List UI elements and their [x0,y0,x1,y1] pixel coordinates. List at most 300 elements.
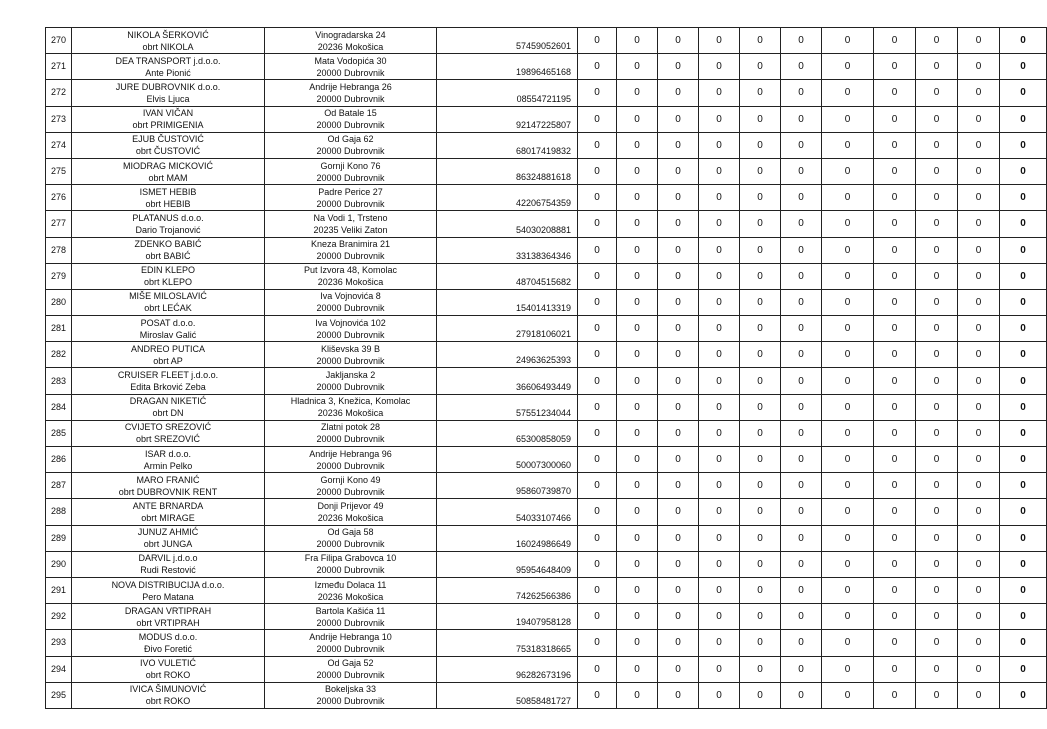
row-number-cell: 286 [46,447,72,473]
postal-city: 20000 Dubrovnik [316,172,385,183]
total-cell: 0 [1000,682,1047,708]
value-cell: 0 [658,420,699,446]
address-cell [265,682,437,708]
value-cell: 0 [781,263,822,289]
value-cell: 0 [781,54,822,80]
value-cell: 0 [781,28,822,54]
value-cell: 0 [740,551,781,577]
value-cell: 0 [658,185,699,211]
row-number-cell: 289 [46,525,72,551]
oib-cell: 54033107466 [437,499,578,525]
row-number-cell: 295 [46,682,72,708]
entity-name-cell [72,499,265,525]
value-cell: 0 [578,420,617,446]
entity-subname: obrt HEBIB [145,198,191,209]
value-cell: 0 [958,394,1000,420]
oib-cell: 75318318665 [437,630,578,656]
row-number-cell: 271 [46,54,72,80]
value-cell: 0 [699,132,740,158]
street-address: Andrije Hebranga 96 [309,448,392,459]
entity-name-cell [72,604,265,630]
value-cell: 0 [916,499,958,525]
value-cell: 0 [617,106,658,132]
value-cell: 0 [617,316,658,342]
total-cell: 0 [1000,28,1047,54]
table-row [46,80,1047,106]
row-number-cell: 280 [46,289,72,315]
value-cell: 0 [822,499,874,525]
total-cell: 0 [1000,106,1047,132]
value-cell: 0 [781,342,822,368]
street-address: Iva Vojnovića 8 [320,291,381,302]
value-cell: 0 [916,80,958,106]
value-cell: 0 [740,263,781,289]
entity-subname: obrt LEĆAK [144,303,192,314]
entity-name-cell [72,577,265,603]
table-row [46,420,1047,446]
oib-cell: 74262566386 [437,577,578,603]
address-cell [265,604,437,630]
value-cell: 0 [874,316,916,342]
value-cell: 0 [822,342,874,368]
table-row [46,604,1047,630]
value-cell: 0 [578,551,617,577]
value-cell: 0 [699,106,740,132]
postal-city: 20000 Dubrovnik [316,198,385,209]
value-cell: 0 [958,316,1000,342]
entity-name: ANDREO PUTICA [130,343,205,354]
value-cell: 0 [617,525,658,551]
value-cell: 0 [822,54,874,80]
postal-city: 20000 Dubrovnik [316,120,385,131]
entity-name: NOVA DISTRIBUCIJA d.o.o. [111,579,225,590]
table-row [46,499,1047,525]
value-cell: 0 [781,316,822,342]
value-cell: 0 [874,289,916,315]
value-cell: 0 [781,289,822,315]
entity-name: EJUB ČUSTOVIĆ [132,134,204,145]
table-row [46,158,1047,184]
row-number-cell: 287 [46,473,72,499]
oib-cell: 24963625393 [437,342,578,368]
row-number-cell: 293 [46,630,72,656]
oib-cell: 42206754359 [437,185,578,211]
value-cell: 0 [740,185,781,211]
table-row [46,473,1047,499]
value-cell: 0 [740,420,781,446]
value-cell: 0 [578,447,617,473]
value-cell: 0 [874,473,916,499]
value-cell: 0 [822,237,874,263]
table-row [46,211,1047,237]
value-cell: 0 [658,80,699,106]
row-number-cell: 274 [46,132,72,158]
value-cell: 0 [958,211,1000,237]
value-cell: 0 [874,604,916,630]
value-cell: 0 [578,132,617,158]
table-row [46,289,1047,315]
row-number-cell: 276 [46,185,72,211]
value-cell: 0 [822,656,874,682]
entity-subname: Đivo Foretić [143,643,192,654]
street-address: Od Gaja 62 [327,134,374,145]
entity-name: POSAT d.o.o. [140,317,196,328]
total-cell: 0 [1000,551,1047,577]
entity-subname: Ante Pionić [145,67,191,78]
address-cell [265,54,437,80]
value-cell: 0 [617,237,658,263]
postal-city: 20000 Dubrovnik [316,539,385,550]
total-cell: 0 [1000,237,1047,263]
entity-name-cell [72,289,265,315]
entity-name-cell [72,158,265,184]
row-number-cell: 282 [46,342,72,368]
entity-name: NIKOLA ŠERKOVIĆ [127,29,209,40]
entity-name-cell [72,682,265,708]
total-cell: 0 [1000,316,1047,342]
value-cell: 0 [874,185,916,211]
street-address: Od Batale 15 [324,108,377,119]
row-number-cell: 292 [46,604,72,630]
value-cell: 0 [916,420,958,446]
value-cell: 0 [658,158,699,184]
entity-name: ANTE BRNARDA [132,500,204,511]
value-cell: 0 [781,551,822,577]
value-cell: 0 [699,499,740,525]
value-cell: 0 [822,420,874,446]
postal-city: 20000 Dubrovnik [316,617,385,628]
value-cell: 0 [916,473,958,499]
entity-subname: Pero Matana [142,591,194,602]
entity-name-cell [72,420,265,446]
value-cell: 0 [658,447,699,473]
entity-name-cell [72,394,265,420]
value-cell: 0 [874,630,916,656]
oib-cell: 19407958128 [437,604,578,630]
value-cell: 0 [958,525,1000,551]
value-cell: 0 [740,394,781,420]
value-cell: 0 [874,342,916,368]
value-cell: 0 [578,316,617,342]
entity-name-cell [72,630,265,656]
value-cell: 0 [874,263,916,289]
street-address: Iva Vojnovića 102 [315,317,386,328]
value-cell: 0 [699,447,740,473]
row-number-cell: 275 [46,158,72,184]
value-cell: 0 [874,237,916,263]
value-cell: 0 [874,447,916,473]
value-cell: 0 [617,551,658,577]
entity-subname: obrt ROKO [145,670,191,681]
address-cell [265,420,437,446]
value-cell: 0 [699,185,740,211]
value-cell: 0 [958,106,1000,132]
entity-subname: obrt ČUSTOVIĆ [135,146,201,157]
total-cell: 0 [1000,289,1047,315]
table-row [46,394,1047,420]
value-cell: 0 [699,368,740,394]
address-cell [265,158,437,184]
value-cell: 0 [916,342,958,368]
value-cell: 0 [699,263,740,289]
entity-name-cell [72,342,265,368]
total-cell: 0 [1000,342,1047,368]
value-cell: 0 [781,185,822,211]
value-cell: 0 [916,211,958,237]
entity-name: MODUS d.o.o. [138,631,198,642]
postal-city: 20236 Mokošica [317,591,384,602]
value-cell: 0 [699,28,740,54]
entity-subname: Elvis Ljuca [146,93,190,104]
entity-subname: obrt ROKO [145,696,191,707]
value-cell: 0 [740,132,781,158]
value-cell: 0 [822,577,874,603]
street-address: Andrije Hebranga 26 [309,81,392,92]
entity-subname: Armin Pelko [143,460,193,471]
value-cell: 0 [578,473,617,499]
value-cell: 0 [578,342,617,368]
entity-name: IVO VULETIĆ [139,658,196,669]
value-cell: 0 [781,656,822,682]
oib-cell: 65300858059 [437,420,578,446]
value-cell: 0 [781,132,822,158]
row-number-cell: 288 [46,499,72,525]
address-cell [265,263,437,289]
entity-name-cell [72,237,265,263]
postal-city: 20000 Dubrovnik [316,434,385,445]
table-row [46,577,1047,603]
value-cell: 0 [578,525,617,551]
value-cell: 0 [740,211,781,237]
value-cell: 0 [874,211,916,237]
value-cell: 0 [578,630,617,656]
entity-name: DRAGAN NIKETIĆ [129,396,207,407]
value-cell: 0 [740,289,781,315]
value-cell: 0 [617,289,658,315]
value-cell: 0 [822,368,874,394]
address-cell [265,316,437,342]
value-cell: 0 [874,28,916,54]
oib-cell: 68017419832 [437,132,578,158]
value-cell: 0 [822,473,874,499]
value-cell: 0 [781,80,822,106]
value-cell: 0 [916,368,958,394]
table-row [46,132,1047,158]
value-cell: 0 [578,80,617,106]
address-cell [265,106,437,132]
postal-city: 20000 Dubrovnik [316,93,385,104]
entity-subname: obrt MAM [148,172,188,183]
value-cell: 0 [874,682,916,708]
postal-city: 20236 Mokošica [317,41,384,52]
value-cell: 0 [578,54,617,80]
oib-cell: 08554721195 [437,80,578,106]
value-cell: 0 [916,447,958,473]
street-address: Padre Perice 27 [318,186,383,197]
value-cell: 0 [781,525,822,551]
value-cell: 0 [916,682,958,708]
value-cell: 0 [874,394,916,420]
oib-cell: 33138364346 [437,237,578,263]
entity-name: DRAGAN VRTIPRAH [124,605,212,616]
value-cell: 0 [699,604,740,630]
entity-name-cell [72,473,265,499]
postal-city: 20000 Dubrovnik [316,643,385,654]
value-cell: 0 [740,604,781,630]
value-cell: 0 [740,499,781,525]
value-cell: 0 [699,394,740,420]
entity-subname: obrt BABIĆ [145,251,191,262]
total-cell: 0 [1000,604,1047,630]
value-cell: 0 [699,525,740,551]
value-cell: 0 [658,525,699,551]
entity-subname: Edita Brković Zeba [130,382,206,393]
value-cell: 0 [740,316,781,342]
address-cell [265,28,437,54]
table-row [46,28,1047,54]
value-cell: 0 [822,604,874,630]
oib-cell: 54030208881 [437,211,578,237]
row-number-cell: 272 [46,80,72,106]
value-cell: 0 [617,604,658,630]
entity-subname: obrt AP [153,355,183,366]
total-cell: 0 [1000,80,1047,106]
row-number-cell: 270 [46,28,72,54]
value-cell: 0 [781,211,822,237]
postal-city: 20000 Dubrovnik [316,696,385,707]
postal-city: 20000 Dubrovnik [316,565,385,576]
value-cell: 0 [958,604,1000,630]
value-cell: 0 [658,237,699,263]
oib-cell: 57459052601 [437,28,578,54]
entity-name: DARVIL j.d.o.o [138,553,198,564]
value-cell: 0 [617,28,658,54]
address-cell [265,185,437,211]
street-address: Kliševska 39 B [320,343,381,354]
value-cell: 0 [781,158,822,184]
table-row [46,630,1047,656]
value-cell: 0 [658,499,699,525]
table-row [46,185,1047,211]
table-row [46,263,1047,289]
value-cell: 0 [781,394,822,420]
value-cell: 0 [578,368,617,394]
value-cell: 0 [822,630,874,656]
total-cell: 0 [1000,394,1047,420]
oib-cell: 48704515682 [437,263,578,289]
entity-subname: obrt VRTIPRAH [136,617,200,628]
value-cell: 0 [916,656,958,682]
entity-name-cell [72,80,265,106]
oib-cell: 19896465168 [437,54,578,80]
register-table-sheet [45,27,1026,709]
total-cell: 0 [1000,499,1047,525]
street-address: Zlatni potok 28 [320,422,381,433]
postal-city: 20236 Mokošica [317,408,384,419]
value-cell: 0 [781,577,822,603]
address-cell [265,211,437,237]
entity-name: IVICA ŠIMUNOVIĆ [129,684,207,695]
value-cell: 0 [578,499,617,525]
postal-city: 20000 Dubrovnik [316,382,385,393]
value-cell: 0 [916,28,958,54]
entity-subname: obrt JUNGA [143,539,193,550]
address-cell [265,80,437,106]
postal-city: 20000 Dubrovnik [316,251,385,262]
register-table [45,27,1047,709]
value-cell: 0 [916,551,958,577]
value-cell: 0 [658,551,699,577]
address-cell [265,656,437,682]
value-cell: 0 [874,106,916,132]
value-cell: 0 [699,577,740,603]
address-cell [265,394,437,420]
value-cell: 0 [617,158,658,184]
table-row [46,368,1047,394]
postal-city: 20000 Dubrovnik [316,329,385,340]
address-cell [265,342,437,368]
oib-cell: 50858481727 [437,682,578,708]
entity-name: IVAN VIČAN [142,108,194,119]
value-cell: 0 [658,316,699,342]
row-number-cell: 278 [46,237,72,263]
postal-city: 20236 Mokošica [317,277,384,288]
street-address: Jakljanska 2 [325,370,376,381]
table-row [46,525,1047,551]
address-cell [265,368,437,394]
row-number-cell: 281 [46,316,72,342]
total-cell: 0 [1000,158,1047,184]
value-cell: 0 [916,185,958,211]
value-cell: 0 [740,158,781,184]
street-address: Andrije Hebranga 10 [309,631,392,642]
value-cell: 0 [822,211,874,237]
row-number-cell: 277 [46,211,72,237]
value-cell: 0 [699,682,740,708]
value-cell: 0 [617,473,658,499]
value-cell: 0 [658,682,699,708]
value-cell: 0 [740,54,781,80]
value-cell: 0 [916,132,958,158]
oib-cell: 86324881618 [437,158,578,184]
value-cell: 0 [822,263,874,289]
value-cell: 0 [699,80,740,106]
value-cell: 0 [916,525,958,551]
value-cell: 0 [822,525,874,551]
postal-city: 20000 Dubrovnik [316,303,385,314]
value-cell: 0 [781,447,822,473]
value-cell: 0 [617,211,658,237]
value-cell: 0 [740,473,781,499]
street-address: Gornji Kono 49 [320,474,381,485]
table-row [46,54,1047,80]
value-cell: 0 [658,263,699,289]
value-cell: 0 [874,80,916,106]
value-cell: 0 [658,289,699,315]
table-row [46,342,1047,368]
address-cell [265,132,437,158]
entity-name: MARO FRANIĆ [136,474,200,485]
address-cell [265,525,437,551]
entity-subname: obrt KLEPO [143,277,193,288]
street-address: Od Gaja 52 [327,658,374,669]
table-row [46,237,1047,263]
street-address: Kneza Branimira 21 [310,239,391,250]
value-cell: 0 [781,473,822,499]
entity-name-cell [72,656,265,682]
total-cell: 0 [1000,420,1047,446]
value-cell: 0 [699,342,740,368]
